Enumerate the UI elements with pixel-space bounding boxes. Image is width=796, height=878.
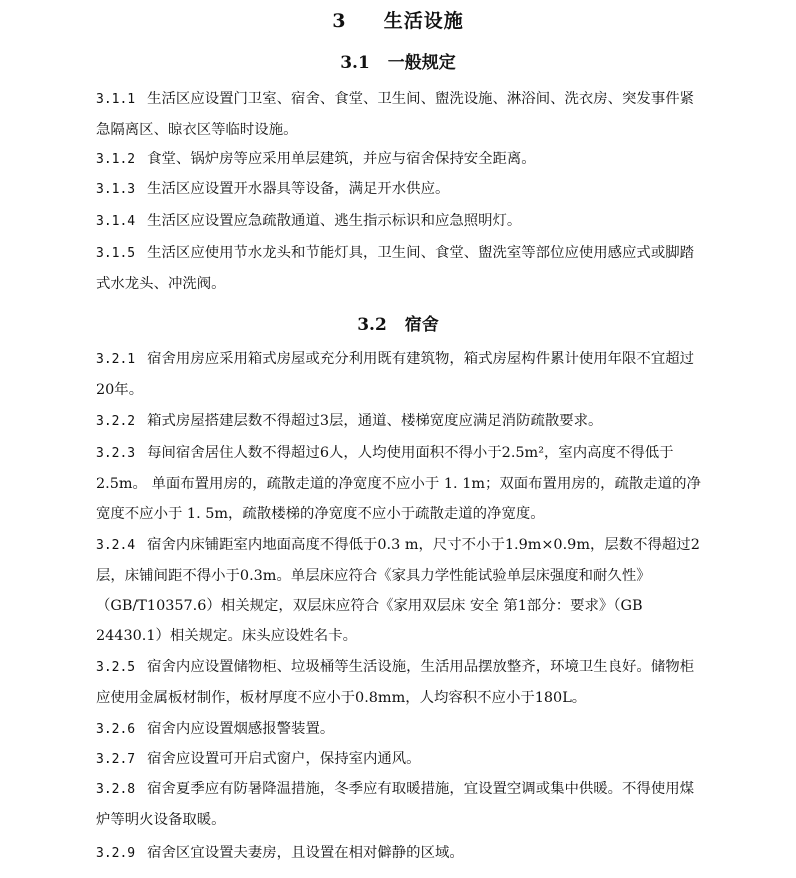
clause-text: 生活区应设置门卫室、宿舍、食堂、卫生间、盥洗设施、淋浴间、洗衣房、突发事件紧急隔离区、晾衣区等临时设施。: [96, 91, 694, 138]
clause-number: 3.2.5: [96, 660, 136, 675]
clause-number: 3.1.4: [96, 214, 136, 229]
clause-text: 宿舍夏季应有防暑降温措施，冬季应有取暖措施，宜设置空调或集中供暖。不得使用煤炉等明火设备取暖。: [96, 781, 694, 828]
clause-number: 3.1.3: [96, 182, 136, 197]
section-title-text: 宿舍: [404, 315, 439, 335]
clause-text: 宿舍用房应采用箱式房屋或充分利用既有建筑物，箱式房屋构件累计使用年限不宜超过20年。: [96, 351, 694, 398]
clause-3-2-2: [96, 406, 702, 437]
section-number: 3.1: [340, 53, 370, 73]
clause-text: 宿舍内床铺距室内地面高度不得低于0.3 m，尺寸不小于1.9m×0.9m，层数不得超过2层，床铺间距不得小于0.3m。单层床应符合《家具力学性能试验单层床强度和耐久性》（GB/T10357.6）相关规定，双层床应符合《家用双层床 安全 第1部分：要求》（GB 24430.1）相关规定。床头应设姓名卡。: [96, 537, 700, 644]
clause-3-2-9: [96, 838, 702, 869]
clause-3-2-3: [96, 438, 702, 529]
clause-number: 3.1.5: [96, 246, 136, 261]
clause-3-1-4: [96, 206, 702, 237]
clause-number: 3.1.1: [96, 92, 136, 107]
clause-text: 食堂、锅炉房等应采用单层建筑，并应与宿舍保持安全距离。: [147, 151, 536, 167]
clause-3-1-2: [96, 144, 702, 175]
clause-text: 宿舍区宜设置夫妻房，且设置在相对僻静的区域。: [147, 845, 464, 861]
clause-number: 3.2.4: [96, 538, 136, 553]
section-title-text: 一般规定: [387, 53, 456, 73]
clause-text: 生活区应设置应急疏散通道、逃生指示标识和应急照明灯。: [147, 213, 522, 229]
clause-number: 3.2.9: [96, 846, 136, 861]
clause-3-1-1: [96, 84, 702, 145]
clause-text: 宿舍应设置可开启式窗户，保持室内通风。: [147, 751, 421, 767]
clause-number: 3.2.6: [96, 722, 136, 737]
section-number: 3.2: [357, 315, 387, 335]
clause-number: 3.2.8: [96, 782, 136, 797]
section-title-3-2: [0, 310, 796, 335]
clause-3-2-4: [96, 530, 702, 651]
clause-text: 生活区应设置开水器具等设备，满足开水供应。: [147, 181, 450, 197]
clause-text: 每间宿舍居住人数不得超过6人，人均使用面积不得小于2.5m²，室内高度不得低于2.5m。 单面布置用房的，疏散走道的净宽度不应小于 1. 1m；双面布置用房的，疏散走道的净宽度不应小于 1. 5m，疏散楼梯的净宽度不应小于疏散走道的净宽度。: [96, 445, 701, 522]
clause-3-2-5: [96, 652, 702, 713]
clause-number: 3.1.2: [96, 152, 136, 167]
clause-text: 宿舍内应设置烟感报警装置。: [147, 721, 335, 737]
chapter-title: [0, 6, 796, 33]
clause-3-2-8: [96, 774, 702, 835]
clause-3-2-7: [96, 744, 702, 775]
clause-3-2-1: [96, 344, 702, 405]
clause-number: 3.2.3: [96, 446, 136, 461]
clause-number: 3.2.1: [96, 352, 136, 367]
chapter-number: 3: [332, 10, 347, 32]
clause-number: 3.2.7: [96, 752, 136, 767]
chapter-title-text: 生活设施: [383, 10, 464, 32]
section-title-3-1: [0, 48, 796, 73]
clause-3-2-6: [96, 714, 702, 745]
clause-3-1-3: [96, 174, 702, 205]
clause-text: 生活区应使用节水龙头和节能灯具，卫生间、食堂、盥洗室等部位应使用感应式或脚踏式水龙头、冲洗阀。: [96, 245, 694, 292]
clause-text: 宿舍内应设置储物柜、垃圾桶等生活设施，生活用品摆放整齐，环境卫生良好。储物柜应使用金属板材制作，板材厚度不应小于0.8mm，人均容积不应小于180L。: [96, 659, 694, 706]
clause-3-1-5: [96, 238, 702, 299]
clause-text: 箱式房屋搭建层数不得超过3层，通道、楼梯宽度应满足消防疏散要求。: [147, 413, 603, 429]
clause-number: 3.2.2: [96, 414, 136, 429]
